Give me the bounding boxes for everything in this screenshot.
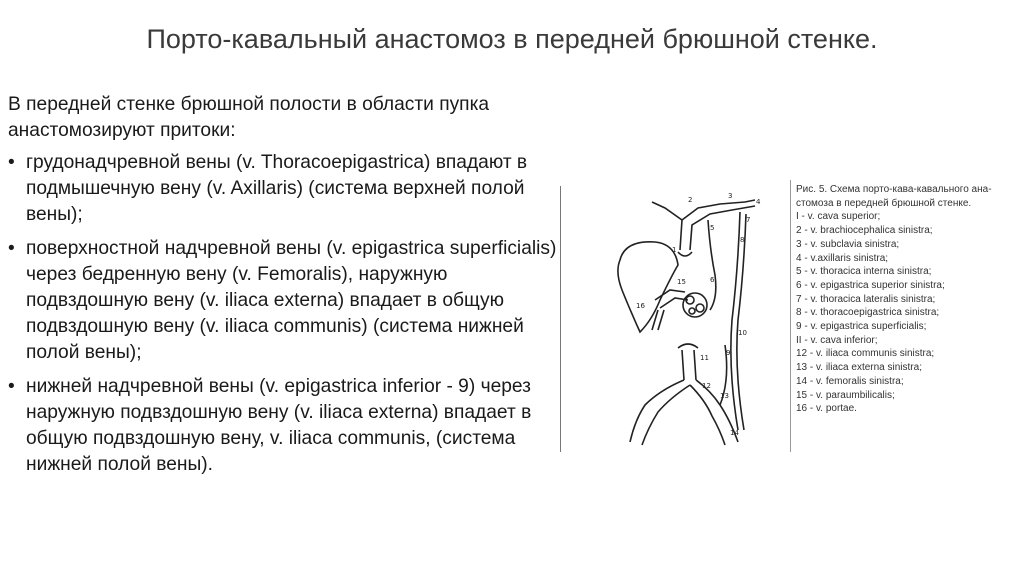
slide-title: Порто-кавальный анастомоз в передней брюшной стенке. — [146, 24, 878, 54]
bullet-list — [8, 150, 558, 478]
caption-line: 9 - v. epigastrica superficialis; — [796, 321, 927, 333]
figure-label: 10 — [738, 329, 747, 337]
bullet-marker: • — [8, 376, 15, 397]
body-text — [8, 92, 558, 486]
bullet-marker: • — [8, 238, 15, 259]
figure-label: 12 — [702, 382, 711, 390]
thoracica-interna — [708, 220, 716, 310]
figure-label: 3 — [728, 192, 733, 200]
figure-label: 2 — [688, 196, 693, 204]
axillary-vein — [745, 200, 755, 202]
caption-line: 16 - v. portae. — [796, 403, 857, 415]
figure-label: 1 — [672, 246, 677, 254]
figure-label: 6 — [710, 276, 715, 284]
vena-cava-inferior — [682, 350, 696, 380]
caption-line: 5 - v. thoracica interna sinistra; — [796, 266, 932, 278]
caption-line: 14 - v. femoralis sinistra; — [796, 375, 904, 387]
list-item-text: поверхностной надчревной вены (v. epigastrica superficialis) через бедренную вену (v. Femoralis), наружную подвздошную вену (v. iliaca externa) впадает в общую подвздошную вену (v. iliaca communis) (система нижней полой вены); — [26, 238, 557, 363]
bullet-marker: • — [8, 152, 15, 173]
figure-label: 16 — [636, 302, 645, 310]
intro-paragraph: В передней стенке брюшной полости в области пупка анастомозируют притоки: — [8, 94, 490, 141]
figure-label: 5 — [710, 224, 715, 232]
figure-label: 11 — [700, 354, 709, 362]
caption-line: стомоза в передней брюшной стенке. — [796, 197, 972, 209]
caption-line: I - v. cava superior; — [796, 211, 881, 223]
figure-label: 13 — [720, 392, 729, 400]
caption-line: Рис. 5. Схема порто-кава-кавального ана- — [796, 184, 992, 195]
list-item — [8, 236, 558, 366]
list-item — [8, 150, 558, 228]
list-item-text: нижней надчревной вены (v. epigastrica inferior - 9) через наружную подвздошную вену (v. iliaca externa) впадает в общую подвздошную вену, v. iliaca communis, (система нижней полой вены). — [26, 376, 532, 475]
figure-label: 4 — [756, 198, 761, 206]
caption-line: 2 - v. brachiocephalica sinistra; — [796, 225, 933, 237]
figure-label: 7 — [746, 216, 751, 224]
caption-line: 12 - v. iliaca communis sinistra; — [796, 348, 935, 360]
caption-line: 13 - v. iliaca externa sinistra; — [796, 362, 922, 374]
figure-caption — [796, 183, 1006, 416]
list-item-text: грудонадчревной вены (v. Thoracoepigastrica) впадают в подмышечную вену (v. Axillaris) (система верхней полой вены); — [26, 152, 528, 225]
caption-line: 4 - v.axillaris sinistra; — [796, 252, 889, 264]
caption-line: 3 - v. subclavia sinistra; — [796, 238, 900, 250]
caption-line: II - v. cava inferior; — [796, 334, 878, 346]
vena-cava-superior — [652, 202, 745, 250]
caption-line: 6 - v. epigastrica superior sinistra; — [796, 279, 945, 291]
vena-cava-inferior-top — [678, 344, 698, 348]
caption-line: 7 - v. thoracica lateralis sinistra; — [796, 293, 936, 305]
figure-label: 9 — [726, 349, 731, 357]
vena-cava-superior-outline — [678, 252, 692, 256]
figure-label: 14 — [730, 429, 739, 437]
liver — [618, 242, 678, 332]
figure-label: 8 — [740, 236, 745, 244]
iliac-veins — [630, 380, 738, 445]
list-item — [8, 374, 558, 478]
figure-label: 15 — [677, 278, 686, 286]
caption-line: 15 - v. paraumbilicalis; — [796, 389, 895, 401]
portal-vein — [652, 290, 688, 330]
caption-line: 8 - v. thoracoepigastrica sinistra; — [796, 307, 940, 319]
